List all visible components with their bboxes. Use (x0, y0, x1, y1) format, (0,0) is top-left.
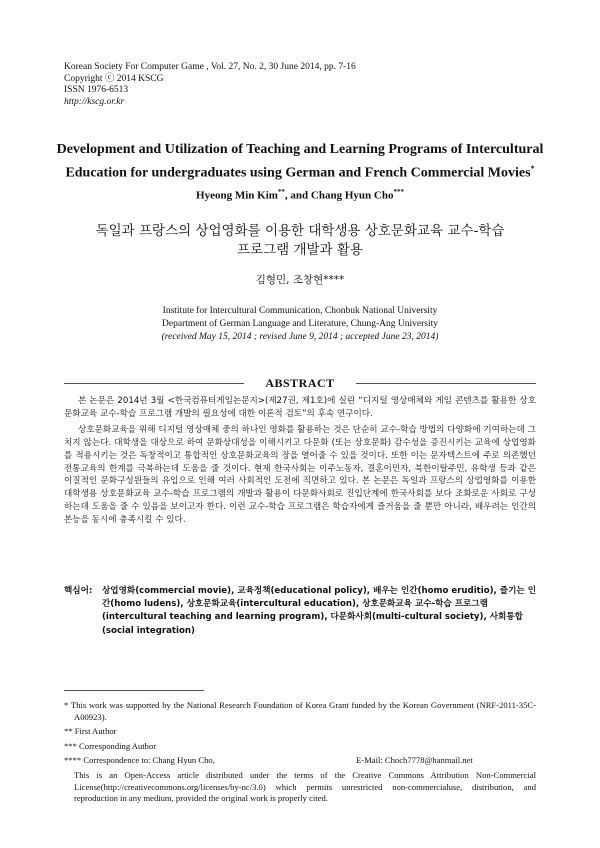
keywords-block (64, 585, 536, 638)
korean-title-line-1: 독일과 프랑스의 상업영화를 이용한 대학생용 상호문화교육 교수-학습 (95, 223, 505, 239)
journal-masthead (64, 62, 356, 108)
submission-dates: (received May 15, 2014 ; revised June 9, 2014 ; accepted June 23, 2014) (161, 332, 439, 342)
english-authors (40, 188, 560, 202)
first-author-footnote: ** First Author (64, 726, 117, 737)
funding-footnote-mark: * (530, 164, 535, 173)
english-title (40, 140, 560, 183)
abstract-paragraph-1: 본 논문은 2014년 3월 <한국컴퓨터게임논문지>(제27권, 제1호)에 실린 “디지털 영상매체와 게임 콘텐츠를 활용한 상호문화교육 교수-학습 프로그램 개발의 필요성에 대한 이론적 검토”의 후속 연구이다. (64, 396, 536, 419)
corresponding-author-footnote: *** Corresponding Author (64, 740, 157, 751)
correspondence-text: **** Correspondence to: Chang Hyun Cho, (64, 755, 215, 766)
correspondence-email: E-Mail: Choch7778@hanmail.net (356, 755, 473, 766)
footnote-separator (64, 690, 204, 691)
author-1-mark: ** (277, 188, 285, 196)
author-2-name: Chang Hyun Cho (310, 189, 394, 202)
journal-citation: Korean Society For Computer Game , Vol. 27, No. 2, 30 June 2014, pp. 7-16 (64, 62, 356, 72)
abstract-heading-label: ABSTRACT (265, 376, 335, 390)
funding-footnote: * This work was supported by the National Research Foundation of Korea Grant funded by the Korean Government (NRF-2011-35C-A00923). (64, 700, 536, 722)
author-2-mark: *** (393, 188, 404, 196)
footnotes (64, 700, 536, 808)
english-title-line-2-text: Education for undergraduates using German and French Commercial Movies (65, 165, 531, 181)
correspondence-footnote (64, 755, 536, 767)
journal-url: http://kscg.or.kr (64, 96, 125, 107)
korean-title (40, 222, 560, 260)
open-access-notice: This is an Open-Access article distributed under the terms of the Creative Commons Attribution Non-Commercial License(http://creativecommons.org/licenses/by-nc/3.0) which permits unrestricted non-commercialuse, distribution, and reproduction in any medium, provided the original work is properly cited. (74, 769, 536, 804)
abstract-body (64, 395, 536, 530)
author-separator: , and (284, 189, 311, 202)
korean-authors: 김형민, 조창현**** (255, 274, 345, 286)
author-1-name: Hyeong Min Kim (196, 189, 278, 202)
english-title-line-1: Development and Utilization of Teaching and Learning Programs of Intercultural (56, 142, 544, 157)
abstract-paragraph-2: 상호문화교육을 위해 디지털 영상매체 중의 하나인 영화를 활용하는 것은 단순히 교수-학습 방법의 다양화에 기여하는데 그치지 않는다. 대학생을 대상으로 하여 문화상대성을 이해시키고 다문화 (또는 상호문화) 감수성을 증진시키는 교육에 상업영화를 적용시키는 것은 독창적이고 통합적인 상호문화교육의 장을 열어줄 수 있을 것이다. 또한 이는 문자텍스트에 주로 의존했던 전통교육의 한계를 극복하는데 도움을 줄 것이다. 현재 한국사회는 이주노동자, 결혼이민자, 북한이탈주민, 유학생 등과 같은 이질적인 문화구성원들의 유입으로 인해 여러 사회적인 도전에 직면하고 있다. 본 논문은 독일과 프랑스의 상업영화를 이용한 대학생용 상호문화교육 교수-학습 프로그램의 개발과 활용이 다문화사회로 진입단계에 한국사회를 보다 조화로운 사회로 구성하는데 도움을 줄 수 있음을 보이고자 한다. 이런 교수-학습 프로그램은 학습자에게 즐거움을 줄 뿐만 아니라, 배우려는 인간의 본능을 동시에 충족시킬 수 있다. (64, 424, 536, 526)
english-title-line-2 (40, 159, 560, 183)
affiliation-1: Institute for Intercultural Communication, Chonbuk National University (162, 306, 438, 316)
abstract-heading (64, 376, 536, 390)
korean-title-line-2: 프로그램 개발과 활용 (237, 242, 363, 258)
keywords-text: 상업영화(commercial movie), 교육정책(educational policy), 배우는 인간(homo eruditio), 즐기는 인간(homo ludens), 상호문화교육(intercultural education), 상호문화교육 교수-학습 프로그램(intercultural teaching and learning program), 다문화사회(multi-cultural society), 사회통합(social integration) (102, 586, 536, 636)
copyright-line: Copyright ⓒ 2014 KSCG (64, 73, 164, 84)
affiliation-2: Department of German Language and Literature, Chung-Ang University (162, 319, 438, 329)
issn-line: ISSN 1976-6513 (64, 85, 129, 95)
keywords-label: 핵심어: (64, 586, 93, 596)
abstract-rule-right (356, 383, 536, 384)
affiliations (40, 305, 560, 344)
